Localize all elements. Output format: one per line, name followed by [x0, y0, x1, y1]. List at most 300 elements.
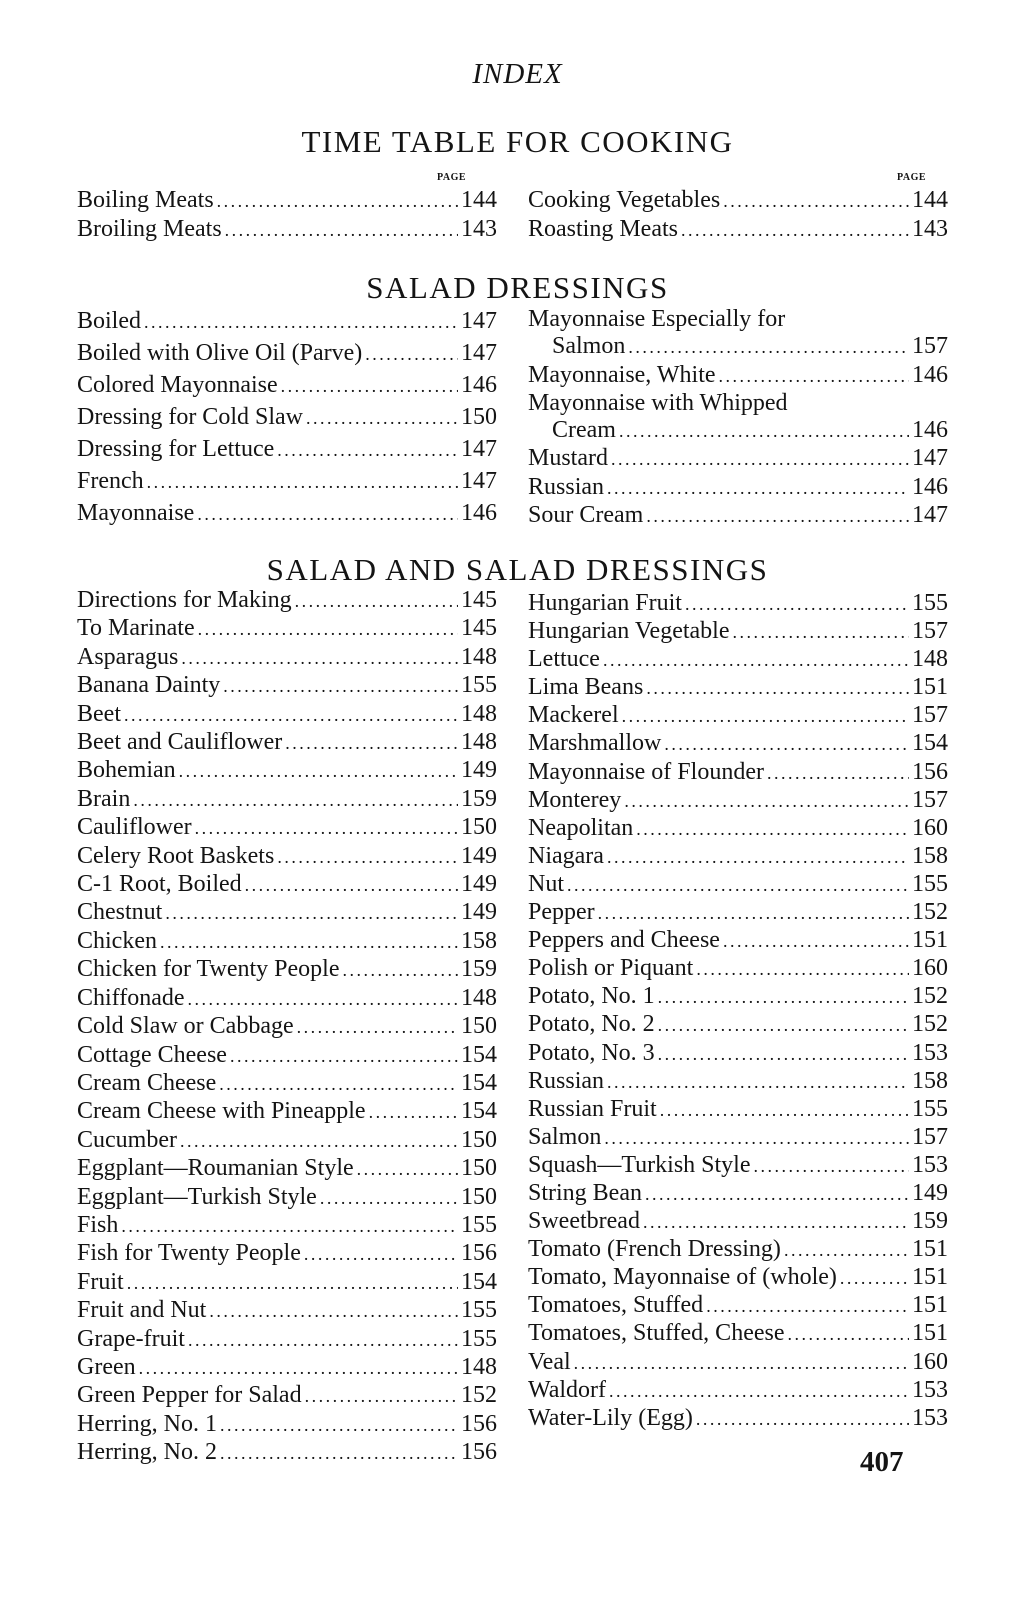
entry-page: 154: [461, 1098, 497, 1125]
entry-page: 148: [461, 1353, 497, 1380]
leader-dots: [223, 672, 458, 700]
leader-dots: [723, 186, 909, 215]
entry-page: 148: [461, 984, 497, 1011]
time-table-left-column: [77, 186, 497, 244]
index-entry: [77, 757, 497, 785]
leader-dots: [622, 702, 909, 730]
entry-page: 145: [461, 615, 497, 642]
entry-name: Mayonnaise, White: [528, 361, 716, 388]
leader-dots: [607, 843, 909, 871]
entry-name: Broiling Meats: [77, 216, 222, 242]
index-entry: [528, 955, 948, 983]
entry-page: 155: [461, 1325, 497, 1352]
leader-dots: [719, 362, 909, 390]
leader-dots: [198, 615, 458, 643]
index-entry: [77, 985, 497, 1013]
entry-name: To Marinate: [77, 615, 195, 642]
entry-name: Lima Beans: [528, 674, 644, 701]
entry-name: Cucumber: [77, 1126, 177, 1153]
entry-name: Cottage Cheese: [77, 1041, 227, 1068]
entry-page: 158: [461, 927, 497, 954]
entry-page: 154: [461, 1268, 497, 1295]
entry-page: 155: [461, 1297, 497, 1324]
entry-name: Bohemian: [77, 757, 176, 784]
index-entry: [77, 186, 497, 215]
index-entry: [77, 1382, 497, 1410]
entry-page: 152: [912, 1011, 948, 1038]
leader-dots: [660, 1096, 909, 1124]
entry-page: 143: [461, 216, 497, 242]
index-entry: [77, 1439, 497, 1467]
index-entry: [528, 674, 948, 702]
entry-page: 149: [461, 899, 497, 926]
leader-dots: [604, 1124, 909, 1152]
index-entry: [77, 1240, 497, 1268]
index-entry: [528, 502, 948, 530]
leader-dots: [220, 1439, 458, 1467]
leader-dots: [133, 786, 458, 814]
leader-dots: [180, 1127, 458, 1155]
leader-dots: [357, 1155, 458, 1183]
leader-dots: [611, 445, 909, 473]
entry-name: C-1 Root, Boiled: [77, 871, 242, 898]
entry-page: 151: [912, 1320, 948, 1347]
leader-dots: [285, 729, 458, 757]
leader-dots: [144, 306, 458, 338]
entry-page: 155: [461, 672, 497, 699]
entry-name: Mayonnaise of Flounder: [528, 758, 764, 785]
entry-page: 153: [912, 1039, 948, 1066]
leader-dots: [197, 498, 458, 530]
entry-page: 147: [912, 445, 948, 472]
index-entry: [528, 474, 948, 502]
leader-dots: [245, 871, 458, 899]
entry-page: 146: [912, 473, 948, 500]
entry-page: 151: [912, 1264, 948, 1291]
entry-name: Russian Fruit: [528, 1095, 657, 1122]
index-entry: [77, 1354, 497, 1382]
index-entry: [77, 587, 497, 615]
index-entry: [77, 1297, 497, 1325]
leader-dots: [664, 730, 909, 758]
entry-name: Dressing for Lettuce: [77, 436, 275, 462]
index-entry: [528, 1292, 948, 1320]
index-entry: [77, 814, 497, 842]
entry-page: 146: [912, 417, 948, 444]
entry-page: 149: [461, 842, 497, 869]
index-entry: [77, 1184, 497, 1212]
index-entry: [528, 1180, 948, 1208]
index-entry: [528, 1096, 948, 1124]
leader-dots: [658, 983, 909, 1011]
entry-name: Russian: [528, 473, 605, 500]
entry-page: 150: [461, 404, 497, 430]
entry-page: 148: [461, 643, 497, 670]
entry-name: Sweetbread: [528, 1208, 640, 1235]
entry-page: 159: [461, 956, 497, 983]
entry-name: Asparagus: [77, 643, 179, 670]
index-entry: [528, 787, 948, 815]
entry-name: Fruit: [77, 1268, 124, 1295]
index-entry: [77, 1013, 497, 1041]
index-entry: [77, 729, 497, 757]
entry-name: Dressing for Cold Slaw: [77, 404, 303, 430]
leader-dots: [304, 1240, 458, 1268]
entry-name: Peppers and Cheese: [528, 927, 720, 954]
index-entry: [528, 445, 948, 473]
index-entry: [77, 466, 497, 498]
salads-right-column: [528, 590, 948, 1433]
entry-name: Marshmallow: [528, 730, 662, 757]
leader-dots: [320, 1184, 458, 1212]
entry-name: French: [77, 468, 144, 494]
entry-name: Potato, No. 1: [528, 983, 655, 1010]
index-entry: [77, 615, 497, 643]
index-entry: [528, 899, 948, 927]
index-entry: [528, 1040, 948, 1068]
entry-page: 146: [912, 361, 948, 388]
index-entry: [528, 1011, 948, 1039]
entry-page: 155: [912, 870, 948, 897]
entry-page: 147: [461, 468, 497, 494]
entry-page: 158: [912, 1067, 948, 1094]
entry-name: Tomato (French Dressing): [528, 1236, 781, 1263]
leader-dots: [788, 1320, 910, 1348]
entry-page: 157: [912, 333, 948, 360]
entry-name: Pepper: [528, 899, 595, 926]
index-entry: [528, 1152, 948, 1180]
entry-page: 144: [461, 187, 497, 213]
index-entry: [77, 1155, 497, 1183]
leader-dots: [646, 502, 909, 530]
index-entry: [528, 362, 948, 390]
index-entry: [528, 1377, 948, 1405]
leader-dots: [619, 417, 909, 445]
leader-dots: [365, 338, 458, 370]
index-entry: [528, 730, 948, 758]
index-entry: [528, 983, 948, 1011]
entry-name: Potato, No. 3: [528, 1039, 655, 1066]
entry-page: 151: [912, 1236, 948, 1263]
leader-dots: [685, 590, 909, 618]
leader-dots: [696, 1405, 909, 1433]
entry-page: 156: [461, 1240, 497, 1267]
leader-dots: [369, 1098, 458, 1126]
leader-dots: [567, 871, 909, 899]
entry-name: Beet: [77, 700, 121, 727]
index-entry: [528, 417, 948, 445]
index-entry: [528, 702, 948, 730]
index-entry: [77, 672, 497, 700]
entry-page: 152: [461, 1382, 497, 1409]
index-entry: [528, 815, 948, 843]
index-entry: [77, 1411, 497, 1439]
entry-name: Potato, No. 2: [528, 1011, 655, 1038]
index-entry: [528, 646, 948, 674]
index-entry: [528, 590, 948, 618]
section-title-salad-and-salad-dressings: SALAD AND SALAD DRESSINGS: [266, 552, 769, 587]
index-entry: [528, 1124, 948, 1152]
entry-page: 148: [912, 646, 948, 673]
entry-page: 160: [912, 814, 948, 841]
page-column-label-right: PAGE: [897, 172, 927, 183]
entry-name: Herring, No. 2: [77, 1439, 217, 1466]
index-entry: [77, 701, 497, 729]
entry-name: Eggplant—Roumanian Style: [77, 1155, 354, 1182]
entry-page: 157: [912, 618, 948, 645]
index-entry: [77, 1127, 497, 1155]
entry-name: Boiling Meats: [77, 187, 214, 213]
leader-dots: [295, 587, 458, 615]
leader-dots: [681, 215, 909, 244]
leader-dots: [277, 843, 458, 871]
entry-page: 154: [461, 1041, 497, 1068]
entry-name-continued: Salmon: [552, 333, 626, 360]
entry-name: Beet and Cauliflower: [77, 729, 283, 756]
index-entry: [77, 871, 497, 899]
entry-page: 151: [912, 674, 948, 701]
leader-dots: [658, 1040, 909, 1068]
leader-dots: [225, 215, 458, 244]
entry-page: 147: [461, 436, 497, 462]
entry-page: 155: [912, 1095, 948, 1122]
index-entry: [528, 1320, 948, 1348]
entry-page: 159: [461, 785, 497, 812]
entry-page: 151: [912, 927, 948, 954]
leader-dots: [646, 674, 909, 702]
entry-page: 158: [912, 842, 948, 869]
entry-page: 155: [912, 590, 948, 616]
time-table-right-column: [528, 186, 948, 244]
entry-name: Mayonnaise: [77, 500, 195, 526]
entry-name: Lettuce: [528, 646, 600, 673]
leader-dots: [696, 955, 909, 983]
entry-name: Niagara: [528, 842, 604, 869]
entry-name: Veal: [528, 1348, 571, 1375]
entry-name: Brain: [77, 785, 131, 812]
entry-page: 147: [461, 308, 497, 334]
entry-page: 150: [461, 1155, 497, 1182]
index-entry: [77, 1098, 497, 1126]
entry-page: 148: [461, 729, 497, 756]
entry-name: Squash—Turkish Style: [528, 1151, 751, 1178]
entry-page: 150: [461, 1183, 497, 1210]
index-entry: [77, 1070, 497, 1098]
index-entry: [77, 843, 497, 871]
leader-dots: [281, 370, 458, 402]
leader-dots: [343, 956, 459, 984]
index-entry-first-line: Mayonnaise with Whipped: [528, 389, 788, 416]
entry-name: Eggplant—Turkish Style: [77, 1183, 317, 1210]
entry-page: 154: [912, 730, 948, 757]
entry-page: 157: [912, 1123, 948, 1150]
salad-dressings-right-column: [528, 306, 948, 530]
entry-name: Fruit and Nut: [77, 1297, 207, 1324]
leader-dots: [607, 1068, 909, 1096]
index-entry: [528, 1349, 948, 1377]
entry-page: 156: [461, 1410, 497, 1437]
entry-name: Colored Mayonnaise: [77, 372, 278, 398]
entry-name: Chestnut: [77, 899, 163, 926]
leader-dots: [219, 1070, 458, 1098]
index-entry: [77, 338, 497, 370]
index-entry: [77, 1042, 497, 1070]
entry-page: 156: [461, 1439, 497, 1466]
leader-dots: [306, 402, 458, 434]
entry-page: 151: [912, 1292, 948, 1319]
leader-dots: [643, 1208, 909, 1236]
entry-name: Tomato, Mayonnaise of (whole): [528, 1264, 837, 1291]
leader-dots: [628, 333, 909, 361]
entry-name-continued: Cream: [552, 417, 616, 444]
entry-name: Hungarian Vegetable: [528, 618, 730, 645]
entry-page: 147: [912, 502, 948, 529]
entry-page: 157: [912, 786, 948, 813]
entry-page: 144: [912, 187, 948, 213]
leader-dots: [840, 1264, 909, 1292]
index-entry: [77, 899, 497, 927]
index-entry: [77, 644, 497, 672]
entry-page: 153: [912, 1376, 948, 1403]
entry-name: Water-Lily (Egg): [528, 1404, 693, 1431]
index-entry: [528, 1264, 948, 1292]
leader-dots: [607, 474, 909, 502]
leader-dots: [706, 1292, 909, 1320]
leader-dots: [624, 787, 909, 815]
leader-dots: [188, 1326, 458, 1354]
entry-page: 149: [912, 1179, 948, 1206]
page-column-label-left: PAGE: [437, 172, 467, 183]
leader-dots: [658, 1011, 909, 1039]
entry-name: Green Pepper for Salad: [77, 1382, 302, 1409]
page-number: 407: [860, 1446, 904, 1478]
leader-dots: [160, 928, 458, 956]
entry-name: Chicken for Twenty People: [77, 956, 340, 983]
leader-dots: [217, 186, 458, 215]
leader-dots: [165, 899, 458, 927]
entry-page: 147: [461, 340, 497, 366]
index-entry: [77, 370, 497, 402]
leader-dots: [609, 1377, 909, 1405]
entry-page: 150: [461, 1013, 497, 1040]
section-title-salad-dressings: SALAD DRESSINGS: [366, 270, 669, 305]
entry-page: 159: [912, 1208, 948, 1235]
leader-dots: [181, 644, 458, 672]
index-entry: [528, 618, 948, 646]
index-entry: [77, 434, 497, 466]
entry-name: Boiled with Olive Oil (Parve): [77, 340, 363, 366]
index-entry: [528, 843, 948, 871]
entry-name: Grape-fruit: [77, 1325, 185, 1352]
index-entry: [528, 1208, 948, 1236]
leader-dots: [297, 1013, 458, 1041]
salads-left-column: [77, 587, 497, 1468]
entry-name: Tomatoes, Stuffed: [528, 1292, 704, 1319]
entry-page: 160: [912, 1348, 948, 1375]
leader-dots: [127, 1269, 458, 1297]
entry-page: 146: [461, 500, 497, 526]
leader-dots: [574, 1349, 909, 1377]
index-entry: [77, 498, 497, 530]
entry-page: 146: [461, 372, 497, 398]
index-entry: [77, 956, 497, 984]
index-entry: [528, 759, 948, 787]
entry-page: 153: [912, 1151, 948, 1178]
leader-dots: [732, 618, 909, 646]
entry-page: 155: [461, 1211, 497, 1238]
leader-dots: [645, 1180, 909, 1208]
leader-dots: [124, 701, 458, 729]
leader-dots: [754, 1152, 910, 1180]
index-entry: [528, 333, 948, 361]
leader-dots: [598, 899, 909, 927]
page-header: INDEX: [472, 58, 563, 90]
entry-name: Hungarian Fruit: [528, 590, 682, 616]
entry-name: Directions for Making: [77, 587, 292, 613]
index-entry: [528, 1236, 948, 1264]
entry-page: 150: [461, 1126, 497, 1153]
leader-dots: [230, 1042, 458, 1070]
entry-name: Cauliflower: [77, 814, 192, 841]
entry-name: Mackerel: [528, 702, 619, 729]
entry-page: 149: [461, 757, 497, 784]
entry-name: Mustard: [528, 445, 608, 472]
entry-name: Tomatoes, Stuffed, Cheese: [528, 1320, 785, 1347]
entry-name: Polish or Piquant: [528, 955, 694, 982]
entry-name: Celery Root Baskets: [77, 842, 275, 869]
entry-name: Chiffonade: [77, 984, 185, 1011]
entry-name: String Bean: [528, 1179, 642, 1206]
leader-dots: [220, 1411, 458, 1439]
entry-page: 154: [461, 1069, 497, 1096]
index-entry: [77, 306, 497, 338]
entry-name: Cooking Vegetables: [528, 187, 721, 213]
leader-dots: [767, 759, 909, 787]
leader-dots: [147, 466, 458, 498]
index-entry: [528, 215, 948, 244]
leader-dots: [209, 1297, 458, 1325]
entry-page: 145: [461, 587, 497, 613]
leader-dots: [121, 1212, 458, 1240]
entry-name: Sour Cream: [528, 502, 644, 529]
entry-name: Waldorf: [528, 1376, 607, 1403]
section-title-time-table: TIME TABLE FOR COOKING: [301, 124, 734, 159]
index-entry: [528, 186, 948, 215]
index-entry: [77, 1326, 497, 1354]
entry-name: Cream Cheese: [77, 1069, 217, 1096]
entry-name: Fish: [77, 1211, 119, 1238]
entry-name: Banana Dainty: [77, 672, 221, 699]
index-entry: [77, 786, 497, 814]
entry-page: 143: [912, 216, 948, 242]
entry-page: 149: [461, 871, 497, 898]
entry-name: Cold Slaw or Cabbage: [77, 1013, 294, 1040]
entry-name: Salmon: [528, 1123, 602, 1150]
entry-name: Russian: [528, 1067, 605, 1094]
leader-dots: [188, 985, 458, 1013]
entry-name: Nut: [528, 870, 564, 897]
index-entry: [77, 215, 497, 244]
index-entry: [528, 871, 948, 899]
entry-page: 152: [912, 899, 948, 926]
leader-dots: [784, 1236, 909, 1264]
entry-page: 150: [461, 814, 497, 841]
entry-name: Chicken: [77, 927, 157, 954]
index-entry: [77, 1269, 497, 1297]
leader-dots: [195, 814, 458, 842]
entry-page: 160: [912, 955, 948, 982]
leader-dots: [179, 757, 458, 785]
